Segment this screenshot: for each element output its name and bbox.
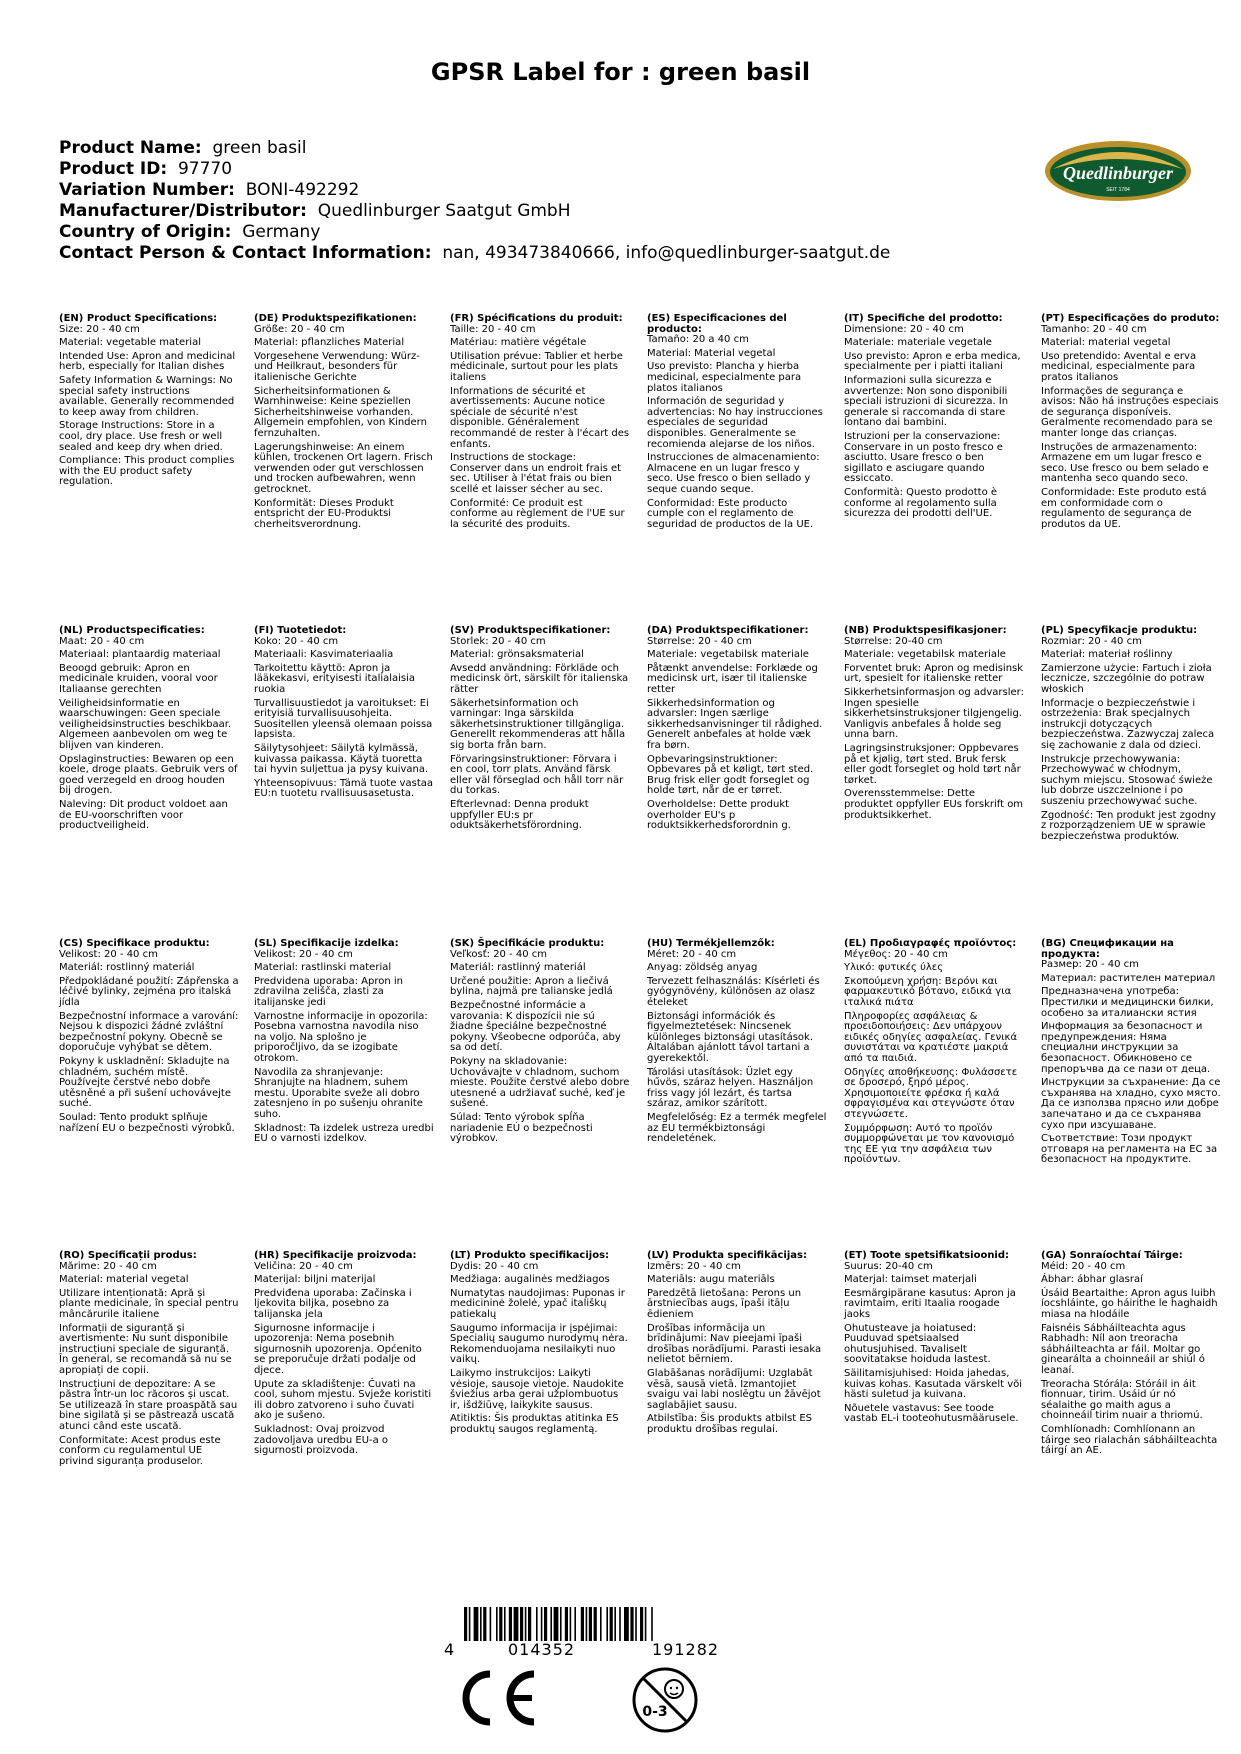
spec-line: Påtænkt anvendelse: Forklæde og medicinsk urt, især til italienske retter xyxy=(647,662,818,695)
spec-line: Pokyny na skladovanie: Uchovávajte v chladnom, suchom mieste. Použite čerstvé alebo dobre utesnené a udržiavať suché, keď je sušené. xyxy=(450,1055,630,1110)
spec-line: Atbilstība: Šis produkts atbilst ES produktu drošības regulai. xyxy=(647,1413,813,1435)
spec-line: Tamaño: 20 a 40 cm xyxy=(647,334,749,346)
spec-line: Информация за безопасност и предупреждения: Няма специални инструкции за безопасност. Обикновено се препоръчва да се пази от деца. xyxy=(1041,1021,1211,1075)
spec-heading: (IT) Specifiche del prodotto: xyxy=(844,313,1003,324)
spec-line: Instrukcje przechowywania: Przechowywać w chłodnym, suchym miejscu. Stosować świeże lub dobrze uszczelnione i po suszeniu przechowywać suche. xyxy=(1041,753,1213,807)
spec-line: Určené použitie: Apron a liečivá bylina, najmä pre talianske jedlá xyxy=(450,975,613,998)
spec-line: Méret: 20 - 40 cm xyxy=(647,948,737,960)
spec-line: Informações de segurança e avisos: Não há instruções especiais de segurança disponíveis. Geralmente recomendado para se manter longe das crianças. xyxy=(1041,385,1219,439)
spec-line: Predviđena uporaba: Začinska i ljekovita biljka, posebno za talijanska jela xyxy=(254,1287,412,1320)
spec-heading: (NB) Produktspesifikasjoner: xyxy=(844,625,1007,636)
spec-line: Instrucțiuni de depozitare: A se păstra într-un loc răcoros și uscat. Se utilizează în stare proaspătă sau bine sigilată și se păstrează uscată atunci când este uscată. xyxy=(59,1378,238,1432)
spec-line: Instrucciones de almacenamiento: Almacene en un lugar fresco y seco. Use fresco o bien sellado y seque cuando seque. xyxy=(647,452,820,495)
barcode-bar xyxy=(474,1607,479,1641)
spec-line: Navodila za shranjevanje: Shranjujte na hladnem, suhem mestu. Uporabite sveže ali dobro zatesnjeno in po sušenju ohranite suho. xyxy=(254,1066,423,1120)
barcode-bar xyxy=(550,1607,552,1641)
spec-line: Μέγεθος: 20 - 40 cm xyxy=(844,948,948,960)
spec-line: Material: vegetable material xyxy=(59,337,201,349)
spec-line: Conformitate: Acest produs este conform cu regulamentul UE privind siguranța produselor. xyxy=(59,1434,221,1467)
spec-heading: (CS) Specifikace produktu: xyxy=(59,938,210,949)
logo-subtext: SEIT 1784 xyxy=(1106,187,1130,193)
spec-line: Biztonsági információk és figyelmeztetések: Nincsenek különleges biztonsági utasítások. Általában ajánlott távol tartani a gyerekektől. xyxy=(647,1010,813,1064)
spec-line: Materiale: vegetabilsk materiale xyxy=(844,649,1006,661)
spec-block xyxy=(450,939,630,1148)
spec-line: Conformidad: Este producto cumple con el reglamento de seguridad de productos de la UE. xyxy=(647,497,814,530)
spec-line: Materiał: materiał roślinny xyxy=(1041,649,1173,661)
spec-line: Conformité: Ce produit est conforme au règlement de l'UE sur la sécurité des produits. xyxy=(450,497,625,530)
barcode-bar xyxy=(528,1607,531,1641)
spec-line: Uso pretendido: Avental e erva medicinal, especialmente para pratos italianos xyxy=(1041,350,1197,383)
spec-line: Zamierzone użycie: Fartuch i zioła lecznicze, szczególnie do potraw włoskich xyxy=(1041,662,1212,695)
spec-line: Avsedd användning: Förkläde och medicinsk ört, särskilt för italienska rätter xyxy=(450,662,629,695)
spec-line: Veličina: 20 - 40 cm xyxy=(254,1260,353,1272)
spec-line: Lagerungshinweise: An einem kühlen, trockenen Ort lagern. Frisch verwenden oder gut verschlossen und trocken aufbewahren, wenn getrocknet. xyxy=(254,441,433,495)
spec-heading: (BG) Спецификации на продукта: xyxy=(1041,938,1174,960)
spec-line: Matériau: matière végétale xyxy=(450,337,587,349)
spec-line: Velikost: 20 - 40 cm xyxy=(254,948,353,960)
barcode-bar xyxy=(586,1607,588,1641)
barcode-bar xyxy=(509,1607,512,1641)
spec-line: Úsáid Beartaithe: Apron agus luibh íocshláinte, go háirithe le haghaidh miasa na hIodáile xyxy=(1041,1287,1218,1320)
country-row xyxy=(59,222,1039,243)
info-value: green basil xyxy=(212,138,307,158)
spec-line: Súlad: Tento výrobok spĺňa nariadenie EÚ o bezpečnosti výrobkov. xyxy=(450,1111,593,1145)
spec-heading: (FR) Spécifications du produit: xyxy=(450,313,623,324)
spec-line: Skladnost: Ta izdelek ustreza uredbi EU o varnosti izdelkov. xyxy=(254,1122,434,1145)
spec-block xyxy=(647,1251,827,1439)
spec-line: Medžiaga: augalinės medžiagos xyxy=(450,1274,610,1286)
spec-line: Informații de siguranță și avertismente: Nu sunt disponibile instrucțiuni speciale de siguranță. În general, se recomandă să nu se apropiați de copii. xyxy=(59,1322,232,1376)
spec-heading: (GA) Sonraíochtaí Táirge: xyxy=(1041,1250,1183,1261)
spec-line: Materiál: rostlinný materiál xyxy=(59,962,195,974)
barcode-bar xyxy=(581,1607,584,1641)
spec-block xyxy=(254,314,434,533)
spec-line: Veiligheidsinformatie en waarschuwingen: Geen speciale veiligheidsinstructies beschikbaar. Algemeen aanbevolen om weg te blijven van kinderen. xyxy=(59,697,232,751)
spec-block xyxy=(647,626,827,835)
spec-line: Intended Use: Apron and medicinal herb, especially for Italian dishes xyxy=(59,350,236,373)
barcode-bar xyxy=(536,1607,538,1641)
spec-line: Conformità: Questo prodotto è conforme al regolamento sulla sicurezza dei prodotti dell'UE. xyxy=(844,486,998,520)
spec-line: Varnostne informacije in opozorila: Posebna varnostna navodila niso na voljo. Na splošno je priporočljivo, da se izogibate otrokom. xyxy=(254,1010,428,1064)
spec-heading: (HU) Termékjellemzők: xyxy=(647,938,775,949)
spec-line: Paredzētā lietošana: Perons un ārstniecības augs, īpaši itāļu ēdieniem xyxy=(647,1287,802,1320)
spec-line: Materiale: materiale vegetale xyxy=(844,337,992,349)
spec-line: Comhlíonadh: Comhlíonann an táirge seo rialachán sábháilteachta táirgí an AE. xyxy=(1041,1423,1218,1457)
spec-line: Velikost: 20 - 40 cm xyxy=(59,948,158,960)
spec-line: Σκοπούμενη χρήση: Βερόνι και φαρμακευτικό βότανο, ειδικά για ιταλικά πιάτα xyxy=(844,975,1012,1008)
barcode-bar xyxy=(464,1607,467,1641)
spec-line: Tervezett felhasználás: Kísérleti és gyógynövény, különösen az olasz ételeket xyxy=(647,975,820,1008)
spec-line: Säilytysohjeet: Säilytä kylmässä, kuivassa paikassa. Käytä tuoretta tai hyvin suljettua ja pysy kuivana. xyxy=(254,742,429,776)
info-label: Product ID: xyxy=(59,159,168,179)
spec-line: Material: Material vegetal xyxy=(647,347,776,359)
spec-line: Izmērs: 20 - 40 cm xyxy=(647,1260,741,1272)
barcode-bar xyxy=(619,1607,621,1641)
spec-block xyxy=(647,314,827,533)
spec-line: Materjal: taimset materjali xyxy=(844,1274,977,1286)
spec-line: Suurus: 20-40 cm xyxy=(844,1260,933,1272)
barcode-bar xyxy=(570,1607,572,1641)
spec-line: Οδηγίες αποθήκευσης: Φυλάσσετε σε δροσερό, ξηρό μέρος. Χρησιμοποιείτε φρέσκα ή καλά σφραγισμένα και στεγνώστε όταν στεγνώσετε. xyxy=(844,1066,1018,1120)
barcode-bar xyxy=(565,1607,568,1641)
barcode-bar xyxy=(483,1607,486,1641)
spec-line: Dydis: 20 - 40 cm xyxy=(450,1260,539,1272)
spec-line: Υλικό: φυτικές ύλες xyxy=(844,962,944,974)
spec-line: Sigurnosne informacije i upozorenja: Nema posebnih sigurnosnih upozorenja. Općenito se preporučuje držati podalje od djece. xyxy=(254,1322,422,1376)
spec-line: Съответствие: Този продукт отговаря на регламента на ЕС за безопасност на продуктите. xyxy=(1041,1133,1218,1166)
spec-block xyxy=(450,1251,630,1439)
spec-line: Safety Information & Warnings: No special safety instructions available. Generally recommended to keep away from children. xyxy=(59,374,235,418)
spec-block xyxy=(450,626,630,835)
spec-line: Größe: 20 - 40 cm xyxy=(254,323,345,335)
info-label: Variation Number: xyxy=(59,180,235,200)
barcode-bar xyxy=(499,1607,502,1641)
spec-line: Sicherheitsinformationen & Warnhinweise: Keine speziellen Sicherheitshinweise vorhanden. Allgemein empfohlen, von Kindern fernzuhalten. xyxy=(254,385,427,439)
spec-line: Материал: растителен материал xyxy=(1041,972,1216,984)
spec-line: Materiaali: Kasvimateriaalia xyxy=(254,649,394,661)
spec-line: Förvaringsinstruktioner: Förvara i en cool, torr plats. Använd färsk eller väl förseglad och håll torr när du torkas. xyxy=(450,753,624,797)
barcode-bar xyxy=(635,1607,637,1641)
barcode-bar xyxy=(645,1607,647,1641)
spec-line: Storlek: 20 - 40 cm xyxy=(450,635,546,647)
info-label: Country of Origin: xyxy=(59,222,232,242)
age-range-label: 0-3 xyxy=(642,1704,668,1720)
spec-line: Naleving: Dit product voldoet aan de EU-voorschriften voor productveiligheid. xyxy=(59,798,228,832)
page-title: GPSR Label for : green basil xyxy=(430,58,811,86)
spec-line: Opbevaringsinstruktioner: Opbevares på et køligt, tørt sted. Brug frisk eller godt forseglet og holde tørt, når de er tørret. xyxy=(647,753,814,797)
spec-heading: (LV) Produkta specifikācijas: xyxy=(647,1250,807,1261)
spec-line: Eesmärgipärane kasutus: Apron ja ravimtaim, eriti Itaalia roogade jaoks xyxy=(844,1287,1016,1320)
spec-line: Bezpečnostné informácie a varovania: K dispozícii nie sú žiadne špeciálne bezpečnostné pokyny. Všeobecne odporúča, aby sa od detí. xyxy=(450,999,621,1054)
spec-block xyxy=(59,1251,239,1470)
spec-line: Vorgesehene Verwendung: Würz- und Heilkraut, besonders für italienische Gerichte xyxy=(254,350,420,383)
spec-line: Instruções de armazenamento: Armazene em um lugar fresco e seco. Use fresco ou bem selado e mantenha seco quando seco. xyxy=(1041,441,1209,485)
spec-heading: (ET) Toote spetsifikatsioonid: xyxy=(844,1250,1010,1261)
product-id-row xyxy=(59,159,1039,180)
spec-line: Informazioni sulla sicurezza e avvertenze: Non sono disponibili speciali istruzioni di sicurezza. In generale si raccomanda di stare lontano dai bambini. xyxy=(844,374,1009,429)
spec-line: Säilitamisjuhised: Hoida jahedas, kuivas kohas. Kasutada värskelt või hästi suletud ja kuivana. xyxy=(844,1367,1023,1401)
spec-block xyxy=(647,939,827,1148)
spec-block xyxy=(254,1251,434,1460)
spec-line: Material: material vegetal xyxy=(1041,337,1171,349)
brand-logo xyxy=(1043,139,1193,207)
spec-line: Storage Instructions: Store in a cool, dry place. Use fresh or well sealed and keep dry when dried. xyxy=(59,420,223,453)
spec-line: Tarkoitettu käyttö: Apron ja lääkekasvi, erityisesti italialaisia ruokia xyxy=(254,662,416,695)
spec-line: Uso previsto: Plancha y hierba medicinal, especialmente para platos italianos xyxy=(647,361,802,394)
spec-line: Mărime: 20 - 40 cm xyxy=(59,1260,157,1272)
barcode-bar xyxy=(606,1607,608,1641)
product-name-row xyxy=(59,138,1039,159)
spec-line: Sikkerhedsinformation og advarsler: Ingen særlige sikkerhedsanvisninger til rådighed. Generelt anbefales at holde væk fra børn. xyxy=(647,697,823,751)
spec-line: Ábhar: ábhar glasraí xyxy=(1041,1274,1143,1286)
spec-heading: (RO) Specificații produs: xyxy=(59,1250,197,1261)
barcode-bar xyxy=(610,1607,613,1641)
spec-line: Tárolási utasítások: Üzlet egy hűvös, száraz helyen. Használjon friss vagy jól lezárt, és tartsa száraz, amikor szárított. xyxy=(647,1066,814,1110)
barcode-bar xyxy=(490,1607,492,1641)
ce-mark xyxy=(450,1668,540,1732)
product-info xyxy=(59,138,1039,264)
spec-heading: (EN) Product Specifications: xyxy=(59,313,218,324)
spec-line: Koko: 20 - 40 cm xyxy=(254,635,339,647)
spec-line: Materiale: vegetabilsk materiale xyxy=(647,649,809,661)
spec-line: Numatytas naudojimas: Puponas ir medicininė žolelė, ypač itališkų patiekalų xyxy=(450,1287,625,1320)
spec-line: Glabāšanas norādījumi: Uzglabāt vēsā, sausā vietā. Izmantojiet svaigu vai labi noslēgtu un žāvējot saglabājiet sausu. xyxy=(647,1367,821,1411)
barcode-bar xyxy=(469,1607,471,1641)
spec-line: Forventet bruk: Apron og medisinsk urt, spesielt for italienske retter xyxy=(844,662,1024,685)
spec-line: Anyag: zöldség anyag xyxy=(647,962,758,974)
barcode-bar xyxy=(541,1607,543,1641)
barcode-bar xyxy=(554,1607,559,1641)
spec-line: Materiaal: plantaardig materiaal xyxy=(59,649,221,661)
spec-line: Méid: 20 - 40 cm xyxy=(1041,1260,1126,1272)
spec-line: Pokyny k uskladnění: Skladujte na chladném, suchém místě. Používejte čerstvé nebo dobře utěsněné a při sušení uchovávejte suché. xyxy=(59,1055,231,1110)
spec-line: Faisnéis Sábháilteachta agus Rabhadh: Níl aon treoracha sábháilteachta ar fáil. Moltar go ginearálta a choinneáil ar shiúl ó leanaí. xyxy=(1041,1322,1205,1376)
barcode-bar xyxy=(496,1607,498,1641)
spec-line: Utilisation prévue: Tablier et herbe médicinale, surtout pour les plats italiens xyxy=(450,350,623,383)
age-warning-icon xyxy=(630,1665,700,1739)
spec-block xyxy=(59,939,239,1137)
spec-line: Taille: 20 - 40 cm xyxy=(450,323,536,335)
barcode-digit-first: 4 xyxy=(444,1640,456,1659)
spec-block xyxy=(59,626,239,835)
spec-line: Informations de sécurité et avertissements: Aucune notice spéciale de sécurité n'est disponible. Généralement recommandé de rester à l'écart des enfants. xyxy=(450,385,630,450)
spec-line: Инструкции за съхранение: Да се съхранява на хладно, сухо място. Да се използва прясно или добре запечатано и да се съхранява сухо при изсушаване. xyxy=(1041,1077,1221,1131)
spec-line: Predvidena uporaba: Apron in zdravilna zelišča, zlasti za italijanske jedi xyxy=(254,975,403,1008)
spec-line: Συμμόρφωση: Αυτό το προϊόν συμμορφώνεται με τον κανονισμό της ΕΕ για την ασφάλεια των προϊόντων. xyxy=(844,1122,1015,1166)
spec-line: Beoogd gebruik: Apron en medicinale kruiden, vooral voor Italiaanse gerechten xyxy=(59,662,218,695)
spec-line: Materiāls: augu materiāls xyxy=(647,1274,775,1286)
barcode-bar xyxy=(600,1607,602,1641)
spec-line: Material: material vegetal xyxy=(59,1274,189,1286)
spec-block xyxy=(844,1251,1024,1428)
logo-text: Quedlinburger xyxy=(1062,163,1174,183)
spec-line: Soulad: Tento produkt splňuje nařízení EU o bezpečnosti výrobků. xyxy=(59,1111,235,1134)
spec-heading: (SL) Specifikacije izdelka: xyxy=(254,938,399,949)
barcode-bar xyxy=(594,1607,597,1641)
barcode-bar xyxy=(624,1607,629,1641)
barcode-bar xyxy=(614,1607,616,1641)
barcode-bar xyxy=(480,1607,482,1641)
spec-line: Dimensione: 20 - 40 cm xyxy=(844,323,964,335)
spec-block xyxy=(844,939,1024,1169)
spec-line: Konformität: Dieses Produkt entspricht der EU-Produktsi cherheitsverordnung. xyxy=(254,497,394,530)
spec-line: Sukladnost: Ovaj proizvod zadovoljava uredbu EU-a o sigurnosti proizvoda. xyxy=(254,1423,389,1457)
spec-line: Información de seguridad y advertencias: No hay instrucciones especiales de seguridad disponibles. Generalmente se recomienda alejarse de los niños. xyxy=(647,396,823,450)
spec-block xyxy=(1041,939,1221,1169)
spec-line: Overensstemmelse: Dette produktet oppfyller EUs forskrift om produktsikkerhet. xyxy=(844,788,1024,821)
spec-line: Zgodność: Ten produkt jest zgodny z rozporządzeniem UE w sprawie bezpieczeństwa produktów. xyxy=(1041,809,1216,842)
spec-line: Предназначена употреба: Престилки и медицински билки, особено за италиански ястия xyxy=(1041,986,1214,1019)
spec-heading: (EL) Προδιαγραφές προϊόντος: xyxy=(844,938,1017,949)
spec-line: Πληροφορίες ασφάλειας & προειδοποιήσεις: Δεν υπάρχουν ειδικές οδηγίες ασφαλείας. Γενικά συνιστάται να κρατιέστε μακριά από τα παιδιά. xyxy=(844,1010,1018,1064)
spec-line: Conformidade: Este produto está em conformidade com o regulamento de segurança de produtos da UE. xyxy=(1041,486,1207,530)
barcode-bar xyxy=(544,1607,547,1641)
barcode-bar xyxy=(574,1607,576,1641)
spec-heading: (DA) Produktspecifikationer: xyxy=(647,625,809,636)
spec-line: Materiál: rastlinný materiál xyxy=(450,962,586,974)
spec-block xyxy=(1041,626,1221,845)
barcode-bar xyxy=(560,1607,562,1641)
spec-line: Treoracha Stórála: Stóráil in áit fionnuar, tirim. Úsáid úr nó séalaithe go maith agus a choinneáil tirim nuair a thriomú. xyxy=(1041,1378,1203,1422)
spec-block xyxy=(254,939,434,1148)
spec-line: Yhteensopivuus: Tämä tuote vastaa EU:n tuotetu rvallisuusasetusta. xyxy=(254,777,433,800)
spec-line: Sikkerhetsinformasjon og advarsler: Ingen spesielle sikkerhetsinstruksjoner tilgjengelig. Vanligvis anbefales å holde seg unna barn. xyxy=(844,686,1024,741)
spec-heading: (PL) Specyfikacje produktu: xyxy=(1041,625,1198,636)
spec-line: Materijal: biljni materijal xyxy=(254,1274,376,1286)
spec-block xyxy=(254,626,434,803)
spec-line: Utilizare intenționată: Apră și plante medicinale, în special pentru mâncărurile italiene xyxy=(59,1287,239,1320)
barcode-bar xyxy=(525,1607,527,1641)
spec-block xyxy=(844,626,1024,824)
barcode-digits-left: 014352 xyxy=(508,1640,576,1659)
spec-heading: (SK) Špecifikácie produktu: xyxy=(450,938,605,949)
spec-block xyxy=(450,314,630,533)
spec-line: Drošības informācija un brīdinājumi: Nav pieejami īpaši drošības norādījumi. Parasti iesaka nelietot bērniem. xyxy=(647,1322,822,1366)
info-value: 97770 xyxy=(177,159,233,179)
spec-line: Informacje o bezpieczeństwie i ostrzeżenia: Brak specjalnych instrukcji dotyczących bezpieczeństwa. Zazwyczaj zaleca się zachowanie z dala od dzieci. xyxy=(1041,697,1215,751)
spec-line: Upute za skladištenje: Čuvati na cool, suhom mjestu. Svježe koristiti ili dobro zatvoreno i suho čuvati ako je sušeno. xyxy=(254,1378,432,1422)
info-label: Product Name: xyxy=(59,138,202,158)
manufacturer-row xyxy=(59,201,1039,222)
spec-line: Material: pflanzliches Material xyxy=(254,337,405,349)
spec-heading: (ES) Especificaciones del producto: xyxy=(647,313,787,335)
spec-heading: (SV) Produktspecifikationer: xyxy=(450,625,611,636)
spec-heading: (HR) Specifikacije proizvoda: xyxy=(254,1250,417,1261)
spec-line: Material: rastlinski material xyxy=(254,962,392,974)
spec-line: Material: grönsaksmaterial xyxy=(450,649,584,661)
spec-line: Uso previsto: Apron e erba medica, specialmente per i piatti italiani xyxy=(844,350,1021,373)
spec-line: Laikymo instrukcijos: Laikyti vėsioje, sausoje vietoje. Naudokite šviežius arba gerai užplombuotus ir, išdžiūvę, laikykite sausus. xyxy=(450,1367,624,1411)
spec-line: Lagringsinstruksjoner: Oppbevares på et kjølig, tørt sted. Bruk fersk eller godt forseglet og hold tørt når tørket. xyxy=(844,742,1021,786)
contact-row xyxy=(59,243,1039,264)
spec-line: Size: 20 - 40 cm xyxy=(59,323,140,335)
info-value: Quedlinburger Saatgut GmbH xyxy=(317,201,571,221)
spec-line: Размер: 20 - 40 cm xyxy=(1041,959,1139,971)
info-label: Manufacturer/Distributor: xyxy=(59,201,307,221)
spec-line: Nõuetele vastavus: See toode vastab EL-i tooteohutusmäärusele. xyxy=(844,1402,1019,1425)
spec-block xyxy=(59,314,239,491)
variation-number-row xyxy=(59,180,1039,201)
spec-line: Størrelse: 20 - 40 cm xyxy=(647,635,752,647)
barcode-bar xyxy=(651,1607,653,1641)
spec-line: Megfelelőség: Ez a termék megfelel az EU termékbiztonsági rendeletének. xyxy=(647,1111,827,1145)
barcode-bar xyxy=(589,1607,592,1641)
spec-line: Opslaginstructies: Bewaren op een koele, droge plaats. Gebruik vers of goed verzegeld en droog houden bij drogen. xyxy=(59,753,238,797)
barcode-digits-right: 191282 xyxy=(652,1640,720,1659)
info-value: nan, 493473840666, info@quedlinburger-saatgut.de xyxy=(442,243,891,263)
spec-heading: (NL) Productspecificaties: xyxy=(59,625,205,636)
spec-block xyxy=(1041,314,1221,533)
barcode-bar xyxy=(520,1607,523,1641)
spec-heading: (FI) Tuotetiedot: xyxy=(254,625,347,636)
spec-line: Størrelse: 20-40 cm xyxy=(844,635,943,647)
spec-line: Bezpečnostní informace a varování: Nejsou k dispozici žádné zvláštní bezpečnostní pokyny. Obecně se doporučuje vyhýbat se dětem. xyxy=(59,1010,239,1054)
spec-line: Turvallisuustiedot ja varoitukset: Ei erityisiä turvallisuusohjeita. Suositellen yleensä olemaan poissa lapsista. xyxy=(254,697,433,741)
spec-line: Předpokládané použití: Zápřenska a léčivé bylinky, zejména pro italská jídla xyxy=(59,975,239,1008)
spec-line: Säkerhetsinformation och varningar: Inga särskilda säkerhetsinstruktioner tillgängliga. Generellt rekommenderas att hålla sig borta från barn. xyxy=(450,697,626,751)
spec-line: Compliance: This product complies with the EU product safety regulation. xyxy=(59,455,235,488)
spec-line: Rozmiar: 20 - 40 cm xyxy=(1041,635,1142,647)
spec-line: Ohutusteave ja hoiatused: Puuduvad spetsiaalsed ohutusjuhised. Tavaliselt soovitatakse hoiduda lastest. xyxy=(844,1322,991,1366)
spec-heading: (DE) Produktspezifikationen: xyxy=(254,313,417,324)
barcode-bar xyxy=(504,1607,506,1641)
spec-line: Overholdelse: Dette produkt overholder EU's p roduktsikkerhedsforordnin g. xyxy=(647,798,791,832)
spec-line: Veľkosť: 20 - 40 cm xyxy=(450,948,548,960)
barcode-bar xyxy=(640,1607,643,1641)
spec-line: Saugumo informacija ir įspėjimai: Specialių saugumo nurodymų nėra. Rekomenduojama nesilaikyti nuo vaikų. xyxy=(450,1322,628,1366)
barcode-bar xyxy=(630,1607,633,1641)
spec-line: Instructions de stockage: Conserver dans un endroit frais et sec. Utiliser à l'état frais ou bien scellé et laisser sécher au sec. xyxy=(450,452,622,495)
spec-line: Atitiktis: Šis produktas atitinka ES produktų saugos reglamentą. xyxy=(450,1413,619,1435)
spec-heading: (PT) Especificações do produto: xyxy=(1041,313,1220,324)
spec-line: Maat: 20 - 40 cm xyxy=(59,635,145,647)
barcode-bar xyxy=(514,1607,519,1641)
spec-block xyxy=(1041,1251,1221,1460)
info-value: Germany xyxy=(242,222,321,242)
spec-heading: (LT) Produkto specifikacijos: xyxy=(450,1250,610,1261)
spec-line: Istruzioni per la conservazione: Conservare in un posto fresco e asciutto. Usare fresco o ben sigillato e asciugare quando essiccato. xyxy=(844,430,1003,485)
spec-line: Tamanho: 20 - 40 cm xyxy=(1041,323,1147,335)
info-label: Contact Person & Contact Information: xyxy=(59,243,432,263)
info-value: BONI-492292 xyxy=(245,180,360,200)
spec-block xyxy=(844,314,1024,523)
spec-line: Efterlevnad: Denna produkt uppfyller EU:s pr oduktsäkerhetsförordning. xyxy=(450,798,589,832)
